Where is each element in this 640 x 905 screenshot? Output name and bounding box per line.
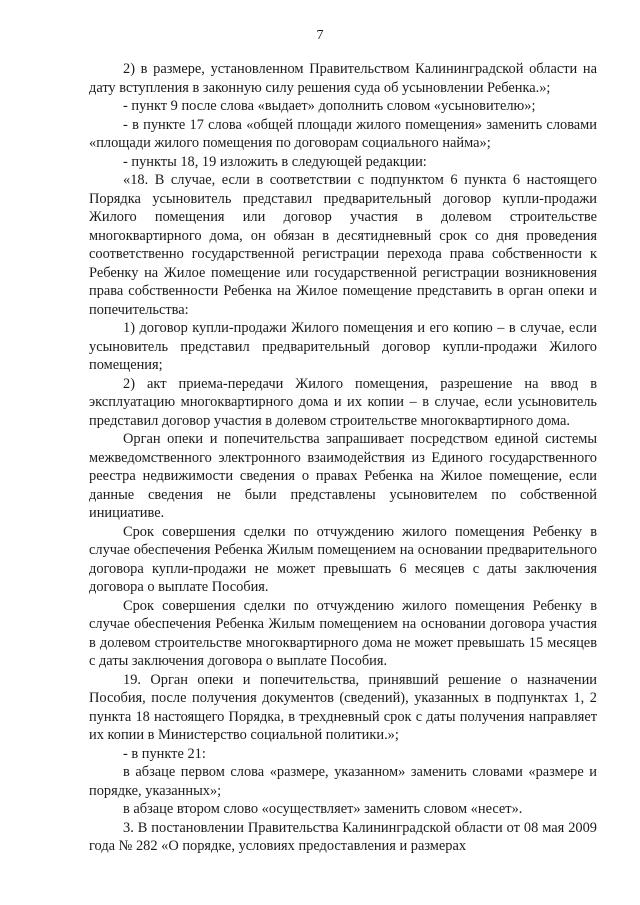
paragraph-subitem-1: 1) договор купли-продажи Жилого помещения и его копию – в случае, если усыновитель представил предварительный договор купли-продажи Жилого помещения; xyxy=(89,320,597,373)
paragraph-subitem-2: 2) акт приема-передачи Жилого помещения, разрешение на ввод в эксплуатацию многоквартирного дома и их копии – в случае, если усыновитель представил договор участия в долевом строительстве многоквартирного дома. xyxy=(89,375,597,429)
paragraph-item-17-amendment: - в пункте 17 слова «общей площади жилого помещения» заменить словами «площади жилого помещения по договорам социального найма»; xyxy=(89,116,597,151)
paragraph-deadline-15-months: Срок совершения сделки по отчуждению жилого помещения Ребенку в случае обеспечения Ребенка Жилым помещением на основании договора участия в долевом строительстве многоквартирного дома не может превышать 15 месяцев с даты заключения договора о выплате Пособия. xyxy=(89,597,597,669)
paragraph-item-21-second: в абзаце втором слово «осуществляет» заменить словом «несет». xyxy=(123,801,523,817)
paragraph-item-9-amendment: - пункт 9 после слова «выдает» дополнить словом «усыновителю»; xyxy=(123,98,536,114)
paragraph-deadline-6-months: Срок совершения сделки по отчуждению жилого помещения Ребенку в случае обеспечения Ребенка Жилым помещением на основании предварительного договора купли-продажи не может превышать 6 месяцев с даты заключения договора о выплате Пособия. xyxy=(89,523,597,595)
paragraph-items-18-19-intro: - пункты 18, 19 изложить в следующей редакции: xyxy=(123,153,427,170)
page-number: 7 xyxy=(316,28,324,43)
paragraph-item-21-intro: - в пункте 21: xyxy=(123,745,206,762)
paragraph-amount-clause: 2) в размере, установленном Правительством Калининградской области на дату вступления в законную силу решения суда об усыновлении Ребенка.»; xyxy=(89,61,597,96)
paragraph-item-19: 19. Орган опеки и попечительства, принявший решение о назначении Пособия, после получения документов (сведений), указанных в подпунктах 1, 2 пункта 18 настоящего Порядка, в трехдневный срок с даты получения направляет их копии в Министерство социальной политики.»; xyxy=(89,671,597,743)
paragraph-section-3: 3. В постановлении Правительства Калининградской области от 08 мая 2009 года № 282 «О порядке, условиях предоставления и размерах xyxy=(89,819,597,854)
paragraph-item-21-first: в абзаце первом слова «размере, указанном» заменить словами «размере и порядке, указанных»; xyxy=(89,764,597,799)
document-body xyxy=(89,60,597,856)
paragraph-item-18: «18. В случае, если в соответствии с подпунктом 6 пункта 6 настоящего Порядка усыновитель представил предварительный договор купли-продажи Жилого помещения или договор участия в долевом строительстве многоквартирного дома, он обязан в десятидневный срок со дня проведения соответственно государственной регистрации перехода права собственности к Ребенку на Жилое помещение или государственной регистрации возникновения права собственности Ребенка на Жилое помещение представить в орган опеки и попечительства: xyxy=(89,172,597,318)
paragraph-guardianship-request: Орган опеки и попечительства запрашивает посредством единой системы межведомственного электронного взаимодействия из Единого государственного реестра недвижимости сведения о правах Ребенка на Жилое помещение, если данные сведения не были представлены усыновителем по собственной инициативе. xyxy=(89,431,597,521)
